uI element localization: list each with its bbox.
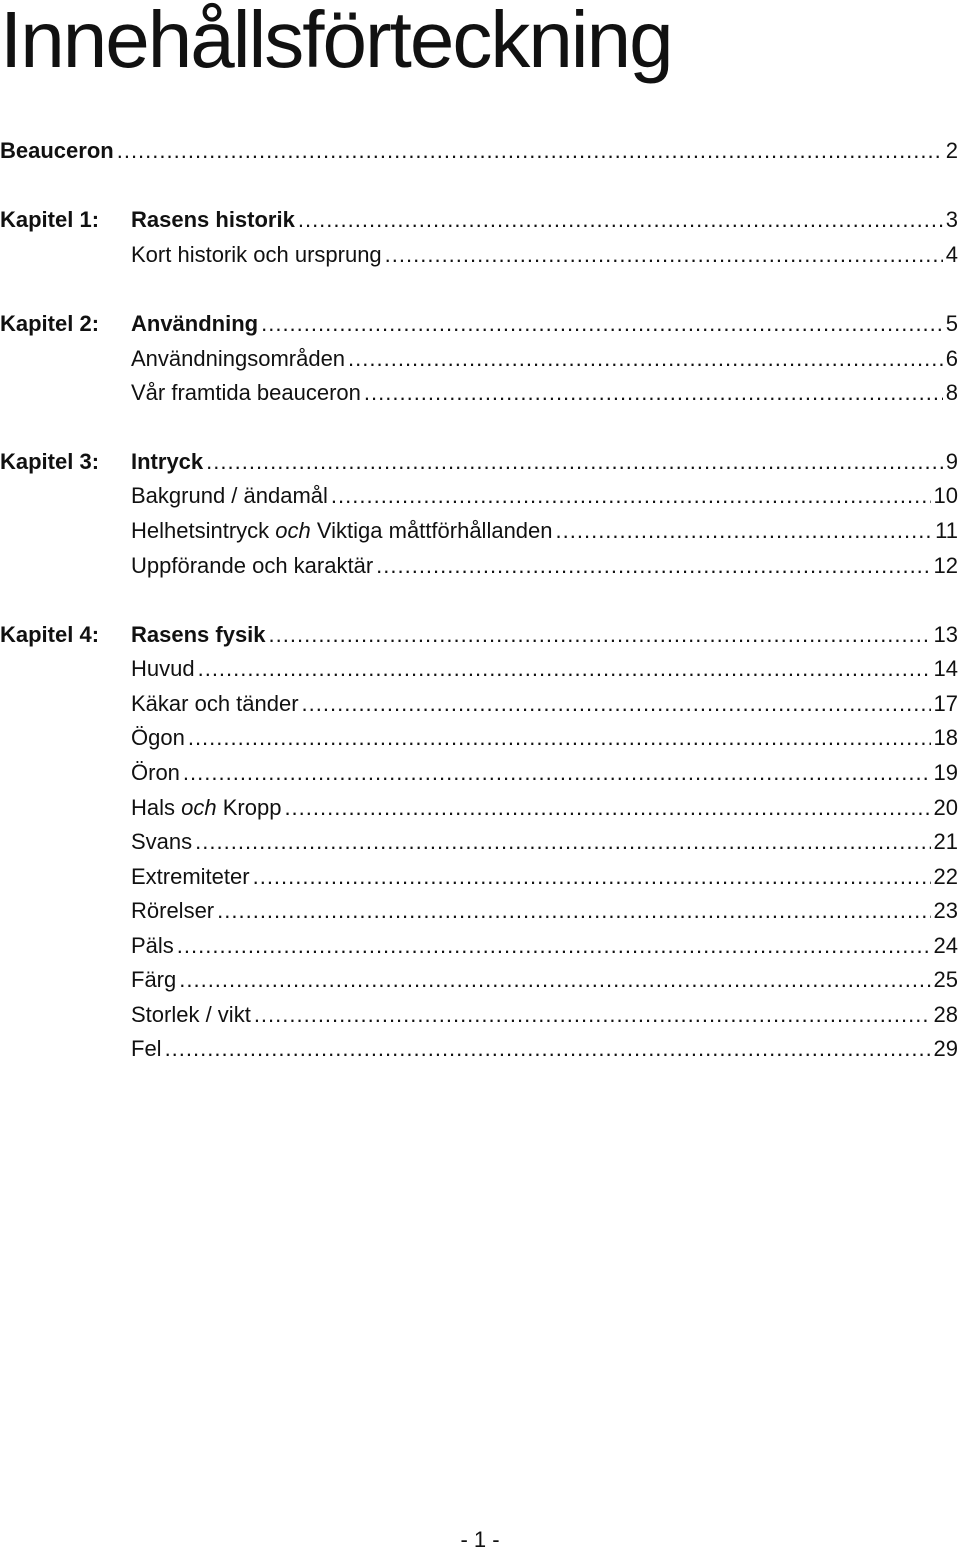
dot-leader [165, 1034, 931, 1064]
dot-leader [198, 654, 931, 684]
toc-entry-fel[interactable] [0, 1034, 958, 1064]
toc-entry-text: Användning [131, 311, 259, 336]
toc-entry-text: Intryck [131, 449, 204, 474]
toc-page-number: 9 [945, 449, 958, 474]
toc-entry-text: Ögon [131, 725, 185, 750]
dot-leader [179, 965, 930, 995]
toc-page-number: 28 [933, 1002, 958, 1027]
dot-leader [253, 862, 931, 892]
toc-entry-storlek-vikt[interactable] [0, 1000, 958, 1030]
page-footer-number: - 1 - [460, 1527, 500, 1552]
toc-entry-text: Svans [131, 829, 193, 854]
toc-entry-text-part: Viktiga måttförhållanden [310, 518, 553, 543]
toc-entry-ogon[interactable] [0, 723, 958, 753]
dot-leader [331, 481, 931, 511]
toc-page-number: 20 [933, 795, 958, 820]
toc-entry-text: Öron [131, 760, 180, 785]
toc-page-number: 10 [933, 483, 958, 508]
dot-leader [188, 723, 931, 753]
dot-leader [348, 344, 943, 374]
toc-page-number: 3 [945, 207, 958, 232]
toc-page-number: 23 [933, 898, 958, 923]
toc-page-number: 21 [933, 829, 958, 854]
toc-entry-text-part: Hals [131, 795, 182, 820]
toc-entry-anvandning[interactable] [0, 309, 958, 339]
toc-entry-text: Bakgrund / ändamål [131, 483, 328, 508]
dot-leader [364, 378, 943, 408]
toc-page-number: 11 [935, 518, 958, 543]
toc-page-number: 19 [933, 760, 958, 785]
toc-entry-rasens-historik[interactable] [0, 205, 958, 235]
chapter-label-4: Kapitel 4: [0, 622, 100, 647]
toc-page-number: 13 [933, 622, 958, 647]
toc-entry-text: Fel [131, 1036, 162, 1061]
dot-leader [385, 240, 943, 270]
toc-entry-hals-och-kropp[interactable] [0, 793, 958, 823]
toc-entry-text: Beauceron [0, 138, 114, 163]
dot-leader [177, 931, 931, 961]
toc-page-number: 12 [933, 553, 958, 578]
dot-leader [217, 896, 930, 926]
dot-leader [195, 827, 930, 857]
toc-entry-kakar-och-tander[interactable] [0, 689, 958, 719]
toc-entry-var-framtida-beauceron[interactable] [0, 378, 958, 408]
toc-entry-text-emphasis: och [275, 518, 311, 543]
toc-entry-rorelser[interactable] [0, 896, 958, 926]
toc-entry-pals[interactable] [0, 931, 958, 961]
dot-leader [206, 447, 943, 477]
toc-entry-svans[interactable] [0, 827, 958, 857]
dot-leader [302, 689, 931, 719]
toc-entry-oron[interactable] [0, 758, 958, 788]
toc-entry-text: Färg [131, 967, 177, 992]
toc-entry-uppforande[interactable] [0, 551, 958, 581]
toc-entry-text [131, 793, 281, 823]
toc-entry-text: Vår framtida beauceron [131, 380, 361, 405]
toc-entry-farg[interactable] [0, 965, 958, 995]
toc-entry-text-part: Helhetsintryck [131, 518, 276, 543]
toc-entry-text: Extremiteter [131, 864, 250, 889]
toc-entry-anvandningsomraden[interactable] [0, 344, 958, 374]
toc-entry-rasens-fysik[interactable] [0, 620, 958, 650]
toc-entry-helhetsintryck[interactable] [0, 516, 958, 546]
toc-entry-text: Päls [131, 933, 174, 958]
toc-entry-text: Storlek / vikt [131, 1002, 251, 1027]
toc-entry-text: Kort historik och ursprung [131, 242, 382, 267]
toc-entry-text: Rasens fysik [131, 622, 266, 647]
chapter-label-1: Kapitel 1: [0, 207, 100, 232]
toc-entry-text: Huvud [131, 656, 195, 681]
toc-entry-text [131, 516, 553, 546]
chapter-label-2: Kapitel 2: [0, 311, 100, 336]
dot-leader [269, 620, 931, 650]
dot-leader [556, 516, 933, 546]
toc-entry-kort-historik[interactable] [0, 240, 958, 270]
toc-page-number: 14 [933, 656, 958, 681]
dot-leader [284, 793, 930, 823]
dot-leader [254, 1000, 931, 1030]
toc-page-number: 8 [945, 380, 958, 405]
toc-page-number: 17 [933, 691, 958, 716]
toc-entry-text: Käkar och tänder [131, 691, 299, 716]
toc-page-number: 18 [933, 725, 958, 750]
toc-entry-text: Användningsområden [131, 346, 346, 371]
toc-entry-text-part: Kropp [216, 795, 282, 820]
dot-leader [183, 758, 931, 788]
toc-entry-huvud[interactable] [0, 654, 958, 684]
page-title: Innehållsförteckning [0, 0, 672, 84]
chapter-label-3: Kapitel 3: [0, 449, 100, 474]
toc-page-number: 2 [945, 138, 958, 163]
toc-entry-bakgrund-andamal[interactable] [0, 481, 958, 511]
toc-page-number: 22 [933, 864, 958, 889]
toc-page-number: 6 [945, 346, 958, 371]
toc-page-number: 5 [945, 311, 958, 336]
toc-entry-extremiteter[interactable] [0, 862, 958, 892]
toc-entry-text: Uppförande och karaktär [131, 553, 374, 578]
toc-entry-intryck[interactable] [0, 447, 958, 477]
toc-entry-beauceron[interactable] [0, 136, 958, 166]
toc-page-number: 29 [933, 1036, 958, 1061]
toc-page-number: 25 [933, 967, 958, 992]
toc-entry-text: Rörelser [131, 898, 215, 923]
toc-page-number: 24 [933, 933, 958, 958]
dot-leader [261, 309, 943, 339]
dot-leader [376, 551, 930, 581]
toc-page-number: 4 [945, 242, 958, 267]
toc-entry-text: Rasens historik [131, 207, 295, 232]
toc-entry-text-emphasis: och [181, 795, 217, 820]
dot-leader [298, 205, 943, 235]
dot-leader [117, 136, 943, 166]
